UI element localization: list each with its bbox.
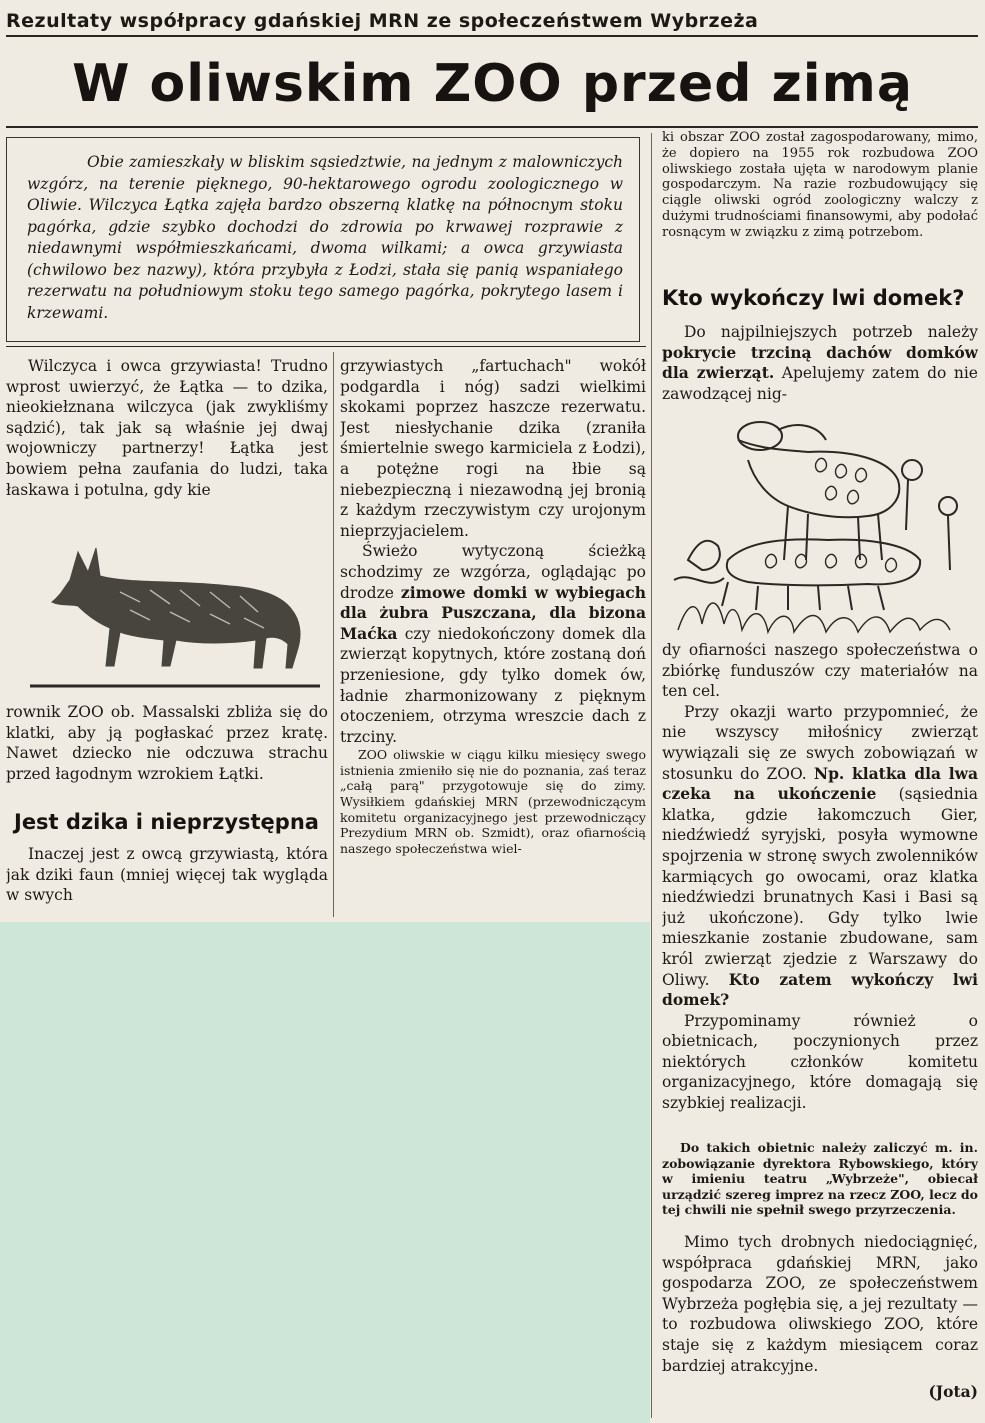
wolf-illustration <box>30 540 320 692</box>
sheep-illustration <box>668 410 974 640</box>
col2-paragraph-1: grzywiastych „fartuchach" wokół podgardla i nóg) sadzi wielkimi skokami poprzez haszcze rezerwatu. Jest niesłychanie dzika (zraniła śmiertelnie swego karmiciela z Łodzi), a potężne rogi na łbie są niebezpieczną i niezawodną jej bronią z każdym rzeczywistym czy urojonym nieprzyjacielem. <box>340 357 646 540</box>
headline: W oliwskim ZOO przed zimą <box>72 54 913 114</box>
col3-p4-bold-1: Np. klatka dla lwa czeka na ukończenie <box>662 763 978 804</box>
col1-paragraph-1: Wilczyca i owca grzywiasta! Trudno wprost uwierzyć, że Łątka — to dzika, nieokiełznana wilczyca (jak zwykliśmy sądzić), tak jak są właśnie jej dwaj wojowniczy partnerzy! Łątka jest bowiem pełna zaufania do ludzi, taka łaskawa i potulna, gdy kie <box>6 357 328 499</box>
col2-paragraph-3: ZOO oliwskie w ciągu kilku miesięcy swego istnienia zmieniło się nie do poznania, zaś teraz „całą parą" przygotowuje się do zimy. Wysiłkiem gdańskiej MRN (przewodniczącym komitetu organizacyjnego jest przewodniczący Prezydium MRN ob. Szmidt), oraz ofiarnością naszego społeczeństwa wiel- <box>340 747 646 856</box>
col2-p2-text-a: Świeżo wytyczoną ścieżką schodzimy ze wzgórza, oglądając po drodze <box>340 542 646 602</box>
col1-paragraph-2: rownik ZOO ob. Massalski zbliża się do klatki, aby ją pogłaskać przez kratę. Nawet dziecko nie odczuwa strachu przed łagodnym wzrokiem Łątki. <box>6 703 328 783</box>
column-1-top <box>6 356 328 526</box>
col3-p4-text-a: Przy okazji warto przypomnieć, że nie wszyscy miłośnicy zwierząt wywiązali się ze swych zobowiązań w stosunku do ZOO. <box>662 702 978 783</box>
col3-paragraph-5: Przypominamy również o obietnicach, poczynionych przez niektórych członków komitetu organizacyjnego, które domagają się szybkiej realizacji. <box>662 1011 978 1113</box>
col3-p2-text-c: Apelujemy zatem do nie zawodzącej nig- <box>662 364 978 403</box>
col3-p2-bold: pokrycie trzciną dachów domków dla zwierząt. <box>662 342 978 383</box>
col3-paragraph-6: Do takich obietnic należy zaliczyć m. in. zobowiązanie dyrektora Rybowskiego, który w imieniu teatru „Wybrzeże", obiecał urządzić szereg imprez na rzecz ZOO, lecz do tej chwili nie spełnił swego przyrzeczenia. <box>662 1140 978 1218</box>
column-1-bottom <box>6 844 328 918</box>
column-divider-1 <box>333 352 334 917</box>
column-1-middle <box>6 702 328 806</box>
column-divider-2 <box>651 133 652 1418</box>
col3-p4-bold-2: Kto zatem wykończy lwi domek? <box>662 969 978 1010</box>
col3-p4-text-c: (sąsiednia klatka, gdzie łakomczuch Gier, niedźwiedź syryjski, posyła wymowne spojrzenia w stronę swych zwolenników karmiących go owocami, oraz klatka niedźwiedzi brunatnych Kasi i Basi są już ukończone). Gdy tylko lwie mieszkanie zostanie zbudowane, sam król zwierząt zjedzie z Warszawy do Oliwy. <box>662 785 978 989</box>
column-3-bottom <box>662 1232 978 1418</box>
col3-paragraph-7: Mimo tych drobnych niedociągnięć, współpraca gdańskiej MRN, jako gospodarza ZOO, ze społeczeństwem Wybrzeża pogłębia się, a jej rezultaty — to rozbudowa oliwskiego ZOO, które staje się z każdym miesiącem coraz bardziej atrakcyjne. <box>662 1233 978 1375</box>
subhead-kto-wykonczy: Kto wykończy lwi domek? <box>662 286 965 310</box>
col2-paragraph-2 <box>340 541 646 747</box>
column-3-appeal <box>662 322 978 406</box>
col3-p2-text-a: Do najpilniejszych potrzeb należy <box>684 323 978 341</box>
col2-p2-bold: zimowe domki w wybiegach dla żubra Puszczana, dla bizona Maćka <box>340 582 646 643</box>
subhead-jest-dzika: Jest dzika i nieprzystępna <box>14 810 319 834</box>
column-3-top <box>662 130 978 270</box>
lead-bottom-rule <box>6 346 646 347</box>
col3-paragraph-2 <box>662 322 978 404</box>
kicker-line: Rezultaty współpracy gdańskiej MRN ze społeczeństwem Wybrzeża <box>6 10 978 37</box>
col3-paragraph-1: ki obszar ZOO został zagospodarowany, mimo, że dopiero na 1955 rok rozbudowa ZOO oliwskiego została ujęta w narodowym planie gospodarczym. Na razie rozbudowujący się ciągle oliwski ogród zoologiczny walczy z dużymi trudnościami finansowymi, aby podołać rosnącym w związku z zimą potrzebom. <box>662 130 978 240</box>
signature: (Jota) <box>928 1382 978 1402</box>
col1-paragraph-3: Inaczej jest z owcą grzywiastą, która jak dziki faun (mniej więcej tak wygląda w swych <box>6 845 328 905</box>
col3-paragraph-3: dy ofiarności naszego społeczeństwa o zbiórkę funduszów czy materiałów na ten cel. <box>662 641 978 701</box>
column-3-middle <box>662 640 978 1138</box>
column-2 <box>340 356 646 918</box>
headline-rule <box>6 126 978 128</box>
col3-paragraph-4 <box>662 702 978 1011</box>
lead-paragraph: Obie zamieszkały w bliskim sąsiedztwie, na jednym z malowniczych wzgórz, na terenie pięknego, 90-hektarowego ogrodu zoologicznego w Oliwie. Wilczyca Łątka zajęła bardzo obszerną klatkę na północnym stoku pagórka, gdzie szybko dochodzi do zdrowia po krwawej rozprawie z niedawnymi współmieszkańcami, dwoma wilkami; a owca grzywiasta (chwilowo bez nazwy), która przybyła z Łodzi, stała się panią wspaniałego rezerwatu na południowym stoku tego samego pagórka, pokrytego lasem i krzewami. <box>6 137 640 342</box>
column-3-note <box>662 1140 978 1230</box>
col2-p2-text-c: czy niedokończony domek dla zwierząt kopytnych, które zostaną doń przeniesione, gdy tylko domek ów, ładnie zharmonizowany z pięknym otoczeniem, otrzyma wreszcie dach z trzciny. <box>340 624 646 746</box>
